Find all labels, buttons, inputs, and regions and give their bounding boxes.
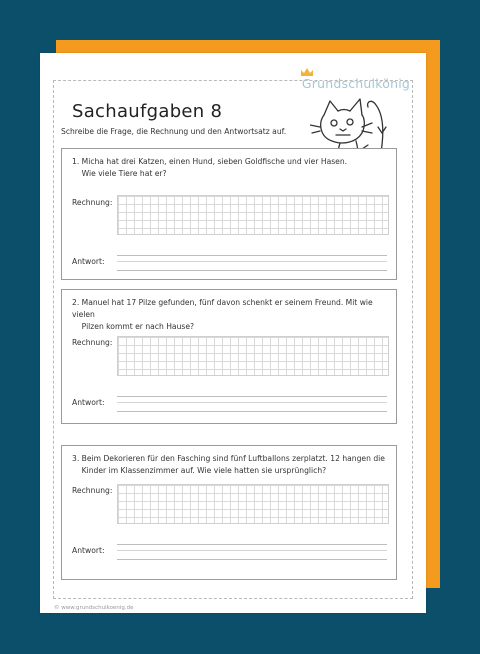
task-question: 3. Beim Dekorieren für den Fasching sind fünf Luftballons zerplatzt. 12 hangen die Kinder im Klassenzimmer auf. Wie viele hatten sie ursprünglich? [72,454,385,475]
calculation-grid[interactable] [117,336,389,376]
answer-lines[interactable] [117,396,387,412]
answer-label: Antwort: [72,257,105,266]
calculation-grid[interactable] [117,195,389,235]
task-box-1 [61,148,397,280]
calculation-label: Rechnung: [72,486,113,495]
answer-label: Antwort: [72,398,105,407]
calculation-label: Rechnung: [72,198,113,207]
task-question: 2. Manuel hat 17 Pilze gefunden, fünf davon schenkt er seinem Freund. Mit wie vielen Pilzen kommt er nach Hause? [72,298,373,331]
task-box-3 [61,445,397,580]
task-question: 1. Micha hat drei Katzen, einen Hund, sieben Goldfische und vier Hasen. Wie viele Tiere hat er? [72,157,348,178]
calculation-label: Rechnung: [72,338,113,347]
calculation-grid[interactable] [117,484,389,524]
page-title: Sachaufgaben 8 [72,101,223,122]
brand-logo: Grundschulkönig [301,76,410,91]
answer-label: Antwort: [72,546,105,555]
answer-lines[interactable] [117,544,387,560]
task-box-2 [61,289,397,424]
answer-lines[interactable] [117,255,387,271]
worksheet-page [40,53,426,613]
footer-copyright: © www.grundschulkoenig.de [54,605,134,611]
instruction-text: Schreibe die Frage, die Rechnung und den Antwortsatz auf. [61,127,287,136]
